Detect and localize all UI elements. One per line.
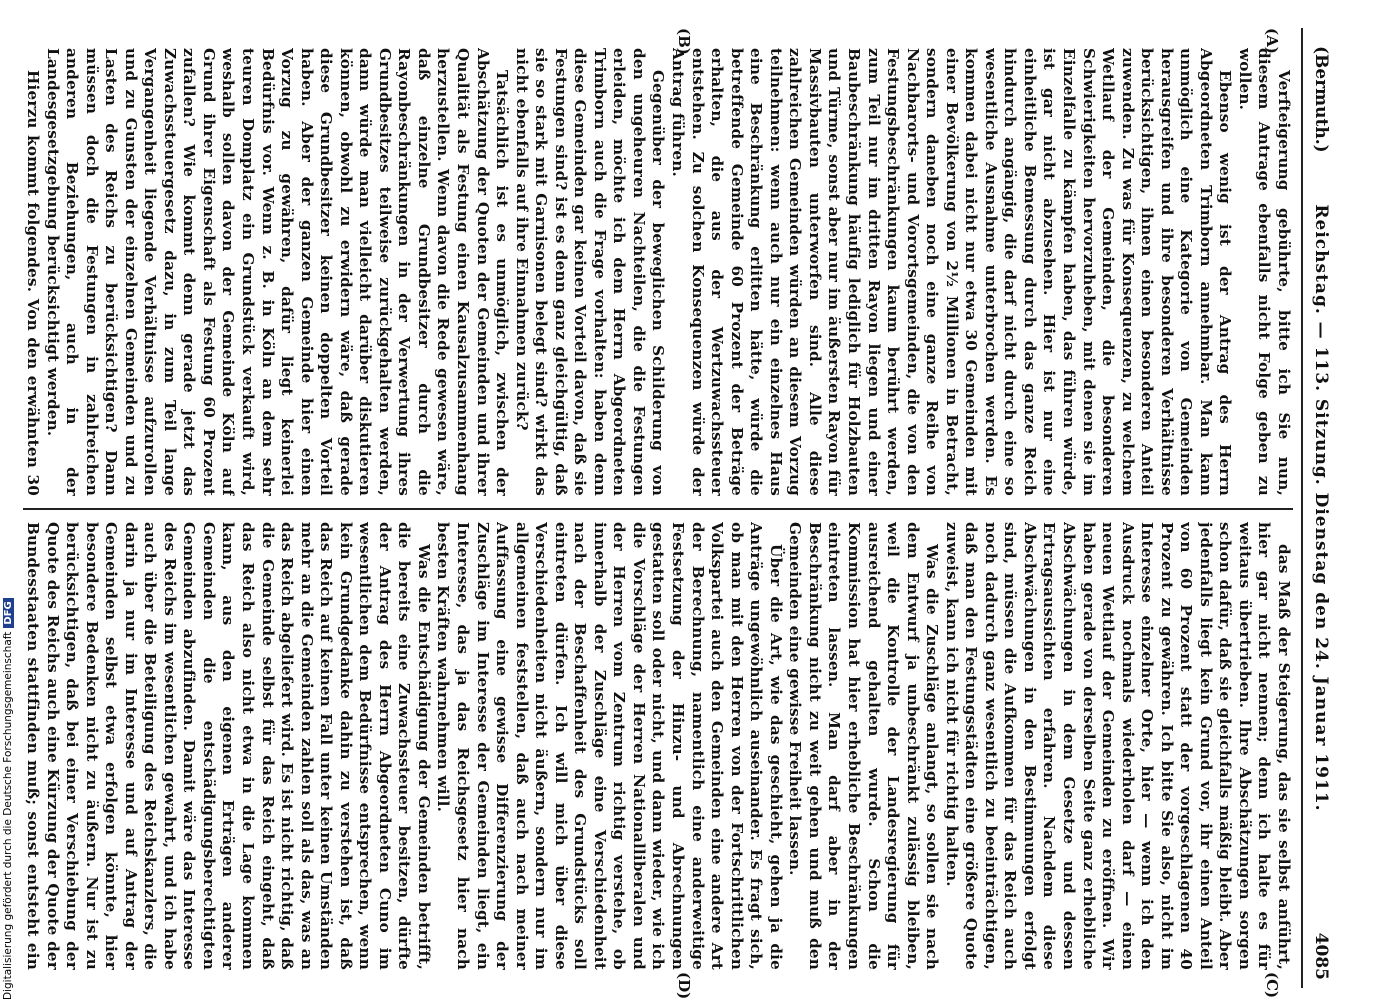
paragraph: Verfteigerung gebührte, bitte ich Sie nun, diesem Antrage ebenfalls nicht Folge geben zu wollen. (1235, 48, 1293, 496)
digitization-text: Digitalisierung gefördert durch die Deutsche Forschungsgemeinschaft (2, 631, 14, 1000)
document-page (7, 28, 1337, 1000)
paragraph: Über die Art, wie das geschieht, gehen ja die Anträge ungewöhnlich auseinander. Es fragt sich, ob man mit den Herren von der Fortschrittlichen Volkspartei auch den Gemeinden eine andere Art der Berechnung, namentlich eine anderweitige Festsetzung der Hinzu- und Abrechnungen gestatten soll oder nicht, und dann wieder, wie ich die Vorschläge der Herren Nationalliberalen und der Herren vom Zentrum richtig verstehe, ob innerhalb der Zuschläge eine Verschiedenheit nach der Beschaffenheit des Grundstücks soll eintreten dürfen. Ich will mich über diese Verschiedenheiten nicht äußern, sondern nur im allgemeinen feststellen, daß auch nach meiner Auffassung eine gewisse Differenzierung der Zuschläge im Interesse der Gemeinden liegt, ein Interesse, das ja das Reichsgesetz hier nach besten Kräften wahrnehmen will. (434, 522, 785, 970)
digitization-note (2, 598, 14, 1000)
paragraph: Ebenso wenig ist der Antrag des Herrn Abgeordneten Trimborn annehmbar. Man kann unmöglich eine Kategorie von Gemeinden herausgreifen und ihre besonderen Verhältnisse berücksichtigen, ihnen einen besonderen Anteil zuwenden. Zu was für Konsequenzen, zu welchem Wetllauf der Gemeinden, die besonderen Schwierigkeiten hervorzuheben, mit denen sie im Einzelfalle zu kämpfen haben, das führen würde, ist gar nicht abzusehen. Hier ist nur eine einheitliche Bemessung durch das ganze Reich hindurch angängig, die darf nicht durch eine so wesentliche Ausnahme unterbrochen werden. Es kommen dabei nicht nur etwa 30 Gemeinden mit einer Bevölkerung von 2½ Millionen in Betracht, sondern daneben noch eine ganze Reihe von Nachbarorts- und Vorortsgemeinden, die von den Festungsbeschränkungen kaum berührt werden, zum Teil nur im dritten Rayon liegen und einer Baubeschränkung häufig lediglich für Holzbauten und Türme, sonst aber nur im äußersten Rayon für Massivbauten unterworfen sind. Alle diese zahlreichen Gemeinden würden an diesem Vorzug teilnehmen: wenn auch nur ein einzelnes Haus eine Beschränkung erlitten hätte, würde die betreffende Gemeinde 60 Prozent der Beträge erhalten, die aus der Wertzuwachssteuer entstehen. Zu solchen Konsequenzen würde der Antrag führen. (669, 48, 1235, 496)
paragraph: Was die Entschädigung der Gemeinden betrifft, die bereits eine Zuwachssteuer besitzen, dürfte der Antrag des Herrn Abgeordneten Cuno im wesentlichen dem Bedürfnisse entsprechen, wenn kein Grundgedanke dahin zu verstehen ist, daß das Reich auf keinen Fall unter keinen Umständen mehr an die Gemeinden zahlen soll als das, was an das Reich abgeliefert wird. Es ist nicht richtig, daß die Gemeinde selbst für das Reich eingeht, daß das Reich also nicht etwa in die Lage kommen kann, aus den eigenen Erträgen anderer Gemeinden die entschädigungsberechtigten Gemeinden abzufinden. Damit wäre das Interesse des Reichs im wesentlichen gewahrt, und ich habe auch über die Beteiligung des Reichskanzlers, die darin ja nur im Interesse und auf Antrag der Gemeinden selbst etwa erfolgen könnte, hier besondere Bedenken nicht zu äußern. Nur ist zu berücksichtigen, daß bei einer Verschiebung der Quote des Reichs auch eine Kürzung der Quote der Bundesstaaten stattfinden muß; sonst entsteht ein (24, 522, 433, 970)
speaker-label: (Bermuth.) (1311, 46, 1331, 153)
right-column (23, 522, 1293, 970)
page-number: 4085 (1311, 932, 1331, 980)
margin-marker-c: (C) (1263, 972, 1281, 999)
paragraph: Was die Zuschläge anlangt, so sollen sie nach dem Entwurf ja unbeschränkt zulässig bleiben, weil die Kontrolle der Landesregierung für ausreichend gehalten wurde. Schon die Kommission hat hier erhebliche Beschränkungen eintreten lassen. Man darf aber in der Beschränkung nicht zu weit gehen und muß den Gemeinden eine gewisse Freiheit lassen. (786, 522, 942, 970)
margin-marker-a: (A) (1263, 28, 1281, 54)
left-column (23, 48, 1293, 496)
paragraph: Tatsächlich ist es unmöglich, zwischen der Abschätzung der Quoten der Gemeinden und ihrer Qualität als Festung einen Kausalzusammenhang herzustellen. Wenn davon die Rede gewesen wäre, daß einzelne Grundbesitzer durch die Rayonbeschränkungen in der Verwertung ihres Grundbesitzes teilweise zurückgehalten werden, dann würde man vielleicht darüber diskutieren können, obwohl zu erwidern wäre, daß gerade diese Grundbesitzer keinen doppelten Vorteil haben. Aber der ganzen Gemeinde hier einen Vorzug zu gewähren, dafür liegt keinerlei Bedürfnis vor. Wenn z. B. in Köln an dem sehr teuren Domplatz ein Grundstück verkauft wird, weshalb sollen davon der Gemeinde Köln auf Grund ihrer Eigenschaft als Festung 60 Prozent zufallen? Wie kommt denn gerade jetzt das Zuwachssteuergesetz dazu, in zum Teil lange Vergangenheit liegende Verhältnisse aufzurollen und zu Gunsten der einzelnen Gemeinden und zu Lasten des Reichs zu berücksichtigen? Dann müssen doch die Festungen in zahlreichen anderen Beziehungen, auch in der Landesgesetzgebung berücksichtigt werden. (43, 48, 512, 496)
running-title: Reichstag. — 113. Sitzung. Dienstag den 24. Januar 1911. (1311, 204, 1331, 812)
margin-marker-d: (D) (675, 972, 693, 1000)
page-header (1301, 28, 1337, 988)
column-divider (23, 508, 1293, 510)
paragraph: das Maß der Steigerung, das sie selbst anführt, hier gar nicht nennen; denn ich halte es für weitaus übertrieben. Ihre Abschätzungen sorgen schon dafür, daß sie gleichfalls mäßig bleibt. Aber jedenfalls liegt kein Grund vor, ihr einen Anteil von 60 Prozent statt der vorgeschlagenen 40 Prozent zu gewähren. Ich bitte Sie also, nicht im Interesse einzelner Orte, hier — wenn ich den Ausdruck nochmals wiederholen darf — einen neuen Wettlauf der Gemeinden zu eröffnen. Wir haben gerade von derselben Seite ganz erhebliche Abschwächungen in dem Gesetze und dessen Ertragsaussichten erfahren. Nachdem diese Abschwächungen in den Bestimmungen erfolgt sind, müssen die Aufkommen für das Reich auch noch dadurch ganz wesentlich zu beeinträchtigen, daß man den Festungsstädten eine größere Quote zuweist, kann ich nicht für richtig halten. (942, 522, 1293, 970)
dfg-logo: DFG (3, 598, 14, 627)
margin-marker-b: (B) (675, 28, 693, 55)
paragraph: Hierzu kommt folgendes. Von den erwähnten 30 (24, 70, 42, 496)
paragraph: Gegenüber der beweglichen Schilderung von den ungeheuren Nachteilen, die die Festungen erleiden, möchte ich dem Herrn Abgeordneten Trimborn auch die Frage vorhalten: haben denn diese Gemeinden gar keinen Vorteil davon, daß sie Festungen sind? ist es denn ganz gleichgültig, daß sie so stark mit Garnisonen belegt sind? wirkt das nicht ebenfalls auf ihre Einnahmen zurück? (512, 48, 668, 496)
